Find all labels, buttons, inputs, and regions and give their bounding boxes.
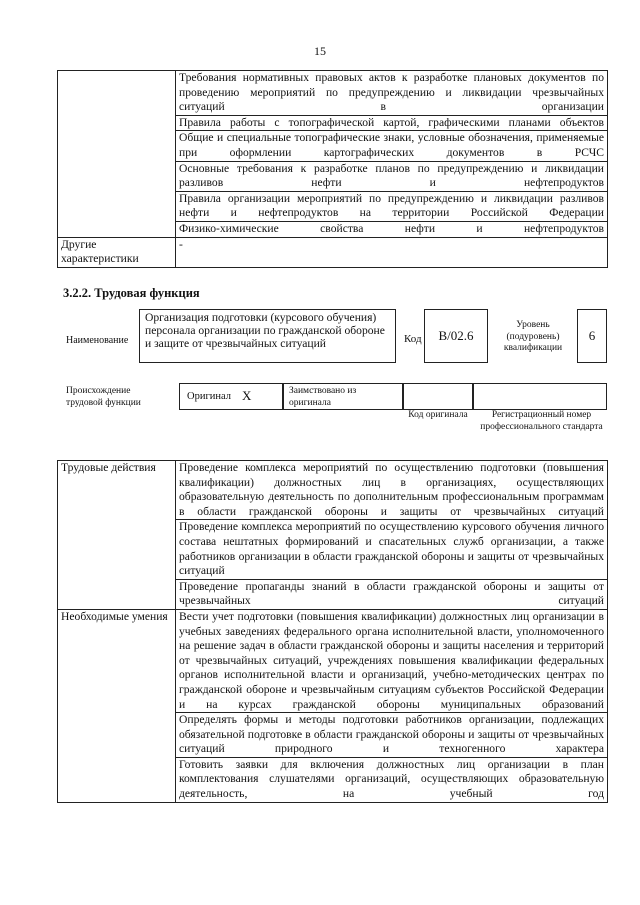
level-label: Уровень (подуровень) квалификации <box>503 320 563 353</box>
skill-item: Вести учет подготовки (повышения квалификации) должностных лиц организации в учебных заведениях федерального органа исполнительной власти, уполномоченного на решение задач в области гражданской обороны и защиты населения и территорий от чрезвычайных ситуаций, учреждениях повышения квалификации федеральных органов исполнительной власти и организаций, учебно-методических центрах по гражданской обороне и чрезвычайным ситуациям субъектов Российской Федерации и на курсах гражданской обороны муниципальных образований <box>176 609 608 712</box>
knowledge-item: Требования нормативных правовых актов к разработке плановых документов по проведению мероприятий по предупреждению и ликвидации чрезвычайных ситуаций в организации <box>176 71 608 116</box>
level-box <box>577 309 607 363</box>
original-mark: X <box>242 388 252 403</box>
knowledge-label-cell <box>58 71 176 238</box>
reg-number-caption: Регистрационный номер профессионального стандарта <box>480 410 603 432</box>
function-details-table <box>57 460 608 803</box>
knowledge-item: Общие и специальные топографические знаки, условные обозначения, применяемые при оформлении картографических документов в РСЧС <box>176 131 608 161</box>
other-characteristics-value: - <box>176 237 608 267</box>
code-value: B/02.6 <box>438 328 474 343</box>
code-label: Код <box>404 333 422 345</box>
code-original-caption: Код оригинала <box>408 410 468 420</box>
borrowed-label: Заимствовано из оригинала <box>289 386 357 408</box>
page-number: 15 <box>314 44 326 58</box>
knowledge-item: Правила работы с топографической картой, графическими планами объектов <box>176 115 608 131</box>
knowledge-table <box>57 70 608 268</box>
name-label: Наименование <box>66 335 129 346</box>
skills-label: Необходимые умения <box>58 609 176 802</box>
function-name: Организация подготовки (курсового обучения) персонала организации по гражданской обороне и защите от чрезвычайных ситуаций <box>145 311 385 350</box>
function-name-box <box>139 309 396 363</box>
origin-label: Происхождение трудовой функции <box>66 386 141 408</box>
section-heading: 3.2.2. Трудовая функция <box>63 286 200 300</box>
original-label: Оригинал <box>187 391 231 402</box>
knowledge-item: Физико-химические свойства нефти и нефтепродуктов <box>176 221 608 237</box>
labor-actions-label: Трудовые действия <box>58 461 176 610</box>
skill-item: Готовить заявки для включения должностных лиц организации в план комплектования слушателями организаций, осуществляющих образовательную деятельность, на учебный год <box>176 757 608 802</box>
code-box <box>424 309 488 363</box>
labor-action-item: Проведение комплекса мероприятий по осуществлению курсового обучения личного состава нештатных формирований и спасательных служб организации, а также работников организации в области гражданской обороны и защиты от чрезвычайных ситуаций <box>176 520 608 579</box>
labor-action-item: Проведение пропаганды знаний в области гражданской обороны и защиты от чрезвычайных ситуаций <box>176 579 608 609</box>
knowledge-item: Правила организации мероприятий по предупреждению и ликвидации разливов нефти и нефтепродуктов на территории Российской Федерации <box>176 191 608 221</box>
knowledge-item: Основные требования к разработке планов по предупреждению и ликвидации разливов нефти и нефтепродуктов <box>176 161 608 191</box>
labor-action-item: Проведение комплекса мероприятий по осуществлению подготовки (повышения квалификации) должностных лиц в организациях, осуществляющих образовательную деятельность по дополнительным профессиональным программам в области гражданской обороны и защиты от чрезвычайных ситуаций <box>176 461 608 520</box>
level-value: 6 <box>588 328 596 343</box>
skill-item: Определять формы и методы подготовки работников организации, подлежащих обязательной подготовке в области гражданской обороны и защиты от чрезвычайных ситуаций природного и техногенного характера <box>176 713 608 758</box>
other-characteristics-label: Другие характеристики <box>58 237 176 267</box>
